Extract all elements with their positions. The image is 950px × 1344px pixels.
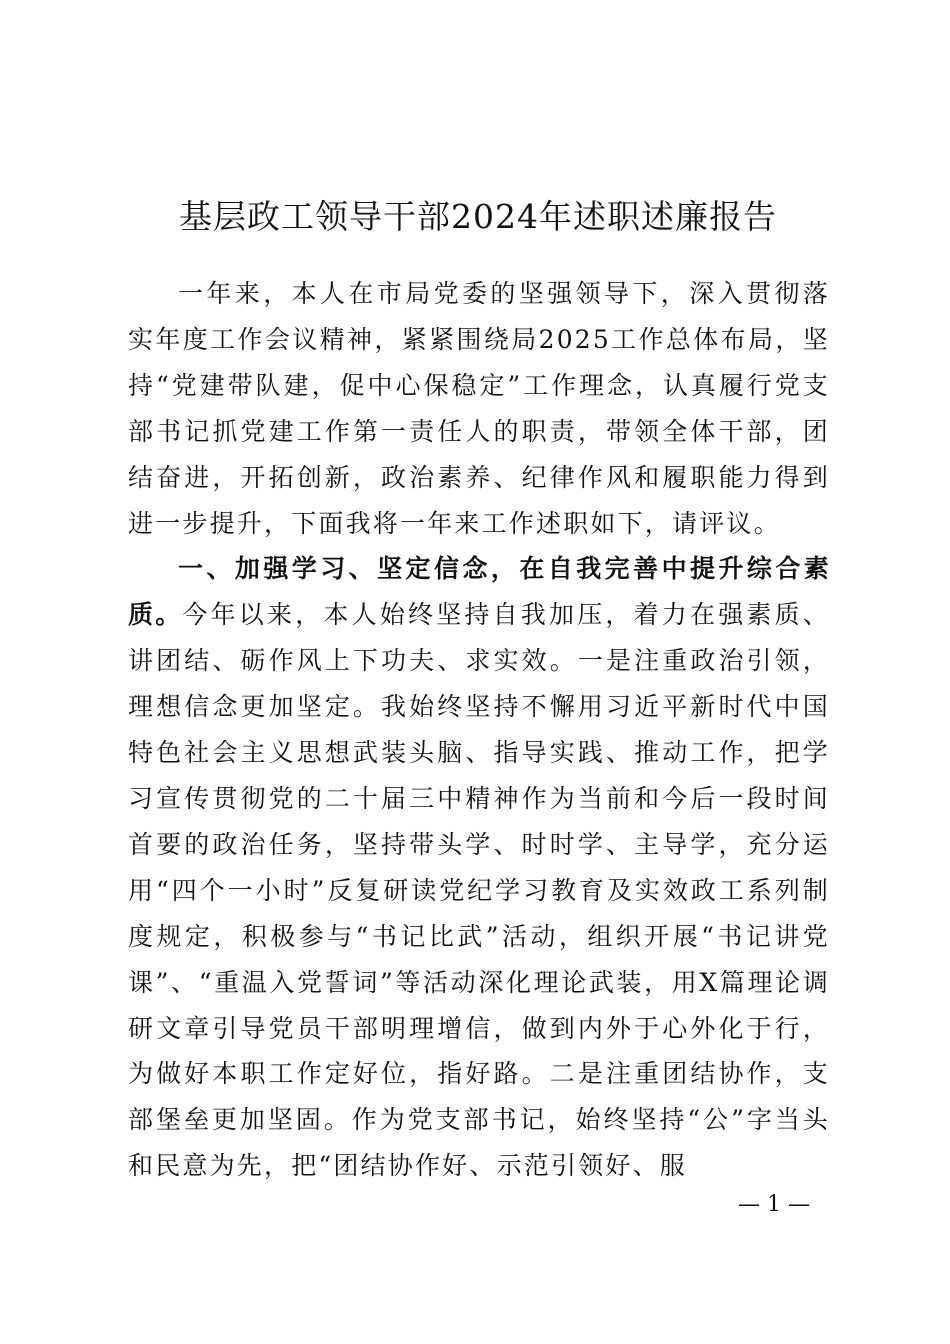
document-title: 基层政工领导干部2024年述职述廉报告 <box>179 197 777 236</box>
section-1-paragraph <box>128 546 830 1189</box>
document-body <box>128 271 830 1189</box>
section-1-text: 今年以来，本人始终坚持自我加压，着力在强素质、讲团结、砺作风上下功夫、求实效。一是注重政治引领，理想信念更加坚定。我始终坚持不懈用习近平新时代中国特色社会主义思想武装头脑、指导实践、推动工作，把学习宣传贯彻党的二十届三中精神作为当前和今后一段时间首要的政治任务，坚持带头学、时时学、主导学，充分运用“四个一小时”反复研读党纪学习教育及实效政工系列制度规定，积极参与“书记比武”活动，组织开展“书记讲党课”、“重温入党誓词”等活动深化理论武装，用X篇理论调研文章引导党员干部明理增信，做到内外于心外化于行，为做好本职工作定好位，指好路。二是注重团结协作，支部堡垒更加坚固。作为党支部书记，始终坚持“公”字当头和民意为先，把“团结协作好、示范引领好、服 <box>128 600 830 1181</box>
intro-paragraph: 一年来，本人在市局党委的坚强领导下，深入贯彻落实年度工作会议精神，紧紧围绕局2025工作总体布局，坚持“党建带队建，促中心保稳定”工作理念，认真履行党支部书记抓党建工作第一责任人的职责，带领全体干部，团结奋进，开拓创新，政治素养、纪律作风和履职能力得到进一步提升，下面我将一年来工作述职如下，请评议。 <box>128 279 830 538</box>
section-1-heading: 一、加强学习、坚定信念，在自我完善中提升综合素质。 <box>128 554 830 630</box>
page-number: — 1 — <box>738 1192 810 1217</box>
